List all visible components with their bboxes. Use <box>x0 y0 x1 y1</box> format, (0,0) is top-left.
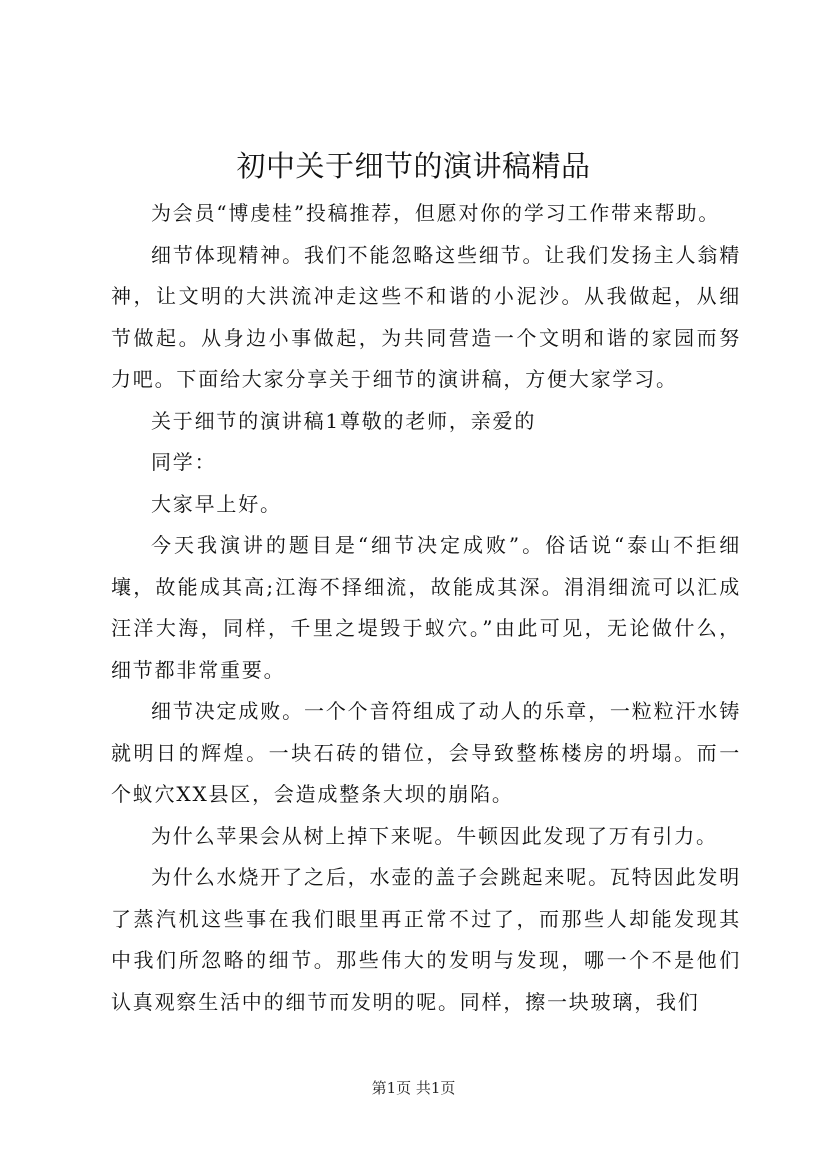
paragraph-speech-heading: 关于细节的演讲稿1尊敬的老师，亲爱的 <box>151 408 537 433</box>
page-footer: 第1页 共1页 <box>371 1079 456 1097</box>
paragraph-topic: 今天我演讲的题目是“细节决定成败”。俗话说“泰山不拒细壤，故能成其高;江海不择细流，故能成其深。涓涓细流可以汇成汪洋大海，同样，千里之堤毁于蚁穴。”由此可见，无论做什么，细节都非常重要。 <box>111 533 741 682</box>
document-title: 初中关于细节的演讲稿精品 <box>236 149 591 183</box>
paragraph-salutation: 同学： <box>151 450 217 474</box>
paragraph-intro: 为会员“博虔桂”投稿推荐，但愿对你的学习工作带来帮助。 <box>151 201 721 225</box>
paragraph-details-decide: 细节决定成败。一个个音符组成了动人的乐章，一粒粒汗水铸就明日的辉煌。一块石砖的错位，会导致整栋楼房的坍塌。而一个蚁穴XX县区，会造成整条大坝的崩陷。 <box>111 699 741 806</box>
document-body <box>111 193 741 1023</box>
paragraph-greeting: 大家早上好。 <box>151 491 282 516</box>
paragraph-watt: 为什么水烧开了之后，水壶的盖子会跳起来呢。瓦特因此发明了蒸汽机这些事在我们眼里再正常不过了，而那些人却能发现其中我们所忽略的细节。那些伟大的发明与发现，哪一个不是他们认真观察生活中的细节而发明的呢。同样，擦一块玻璃，我们 <box>111 865 741 1014</box>
paragraph-newton: 为什么苹果会从树上掉下来呢。牛顿因此发现了万有引力。 <box>151 823 718 848</box>
paragraph-summary: 细节体现精神。我们不能忽略这些细节。让我们发扬主人翁精神，让文明的大洪流冲走这些不和谐的小泥沙。从我做起，从细节做起。从身边小事做起，为共同营造一个文明和谐的家园而努力吧。下面给大家分享关于细节的演讲稿，方便大家学习。 <box>111 242 741 391</box>
